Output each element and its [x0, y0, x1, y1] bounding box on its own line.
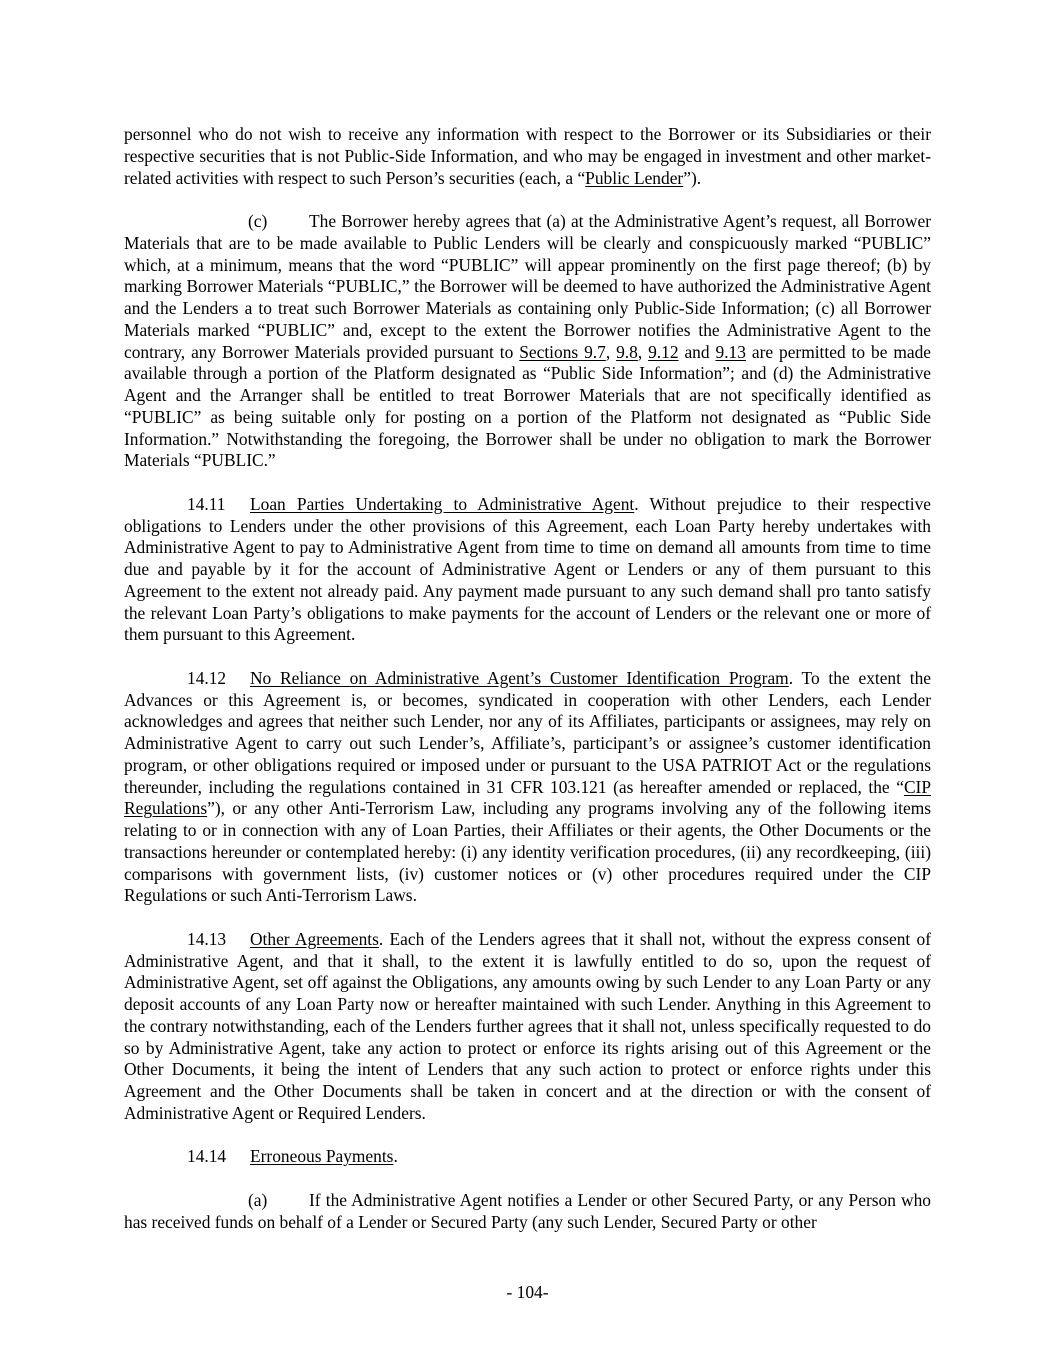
page-number: - 104-	[506, 1282, 549, 1302]
section-14-11: 14.11 Loan Parties Undertaking to Administrative Agent. Without prejudice to their respective obligations to Lenders under the other provisions of this Agreement, each Loan Party hereby undertakes with Administrative Agent to pay to Administrative Agent from time to time on demand all amounts from time to time due and payable by it for the account of Administrative Agent or Lenders or any of them pursuant to this Agreement to the extent not already paid. Any payment made pursuant to any such demand shall pro tanto satisfy the relevant Loan Party’s obligations to make payments for the account of Lenders or the relevant one or more of them pursuant to this Agreement.	[124, 493, 931, 645]
section-14-14-number: 14.14	[187, 1146, 227, 1167]
clause-c: (c) The Borrower hereby agrees that (a) at the Administrative Agent’s request, all Borrower Materials that are to be made available to Public Lenders will be clearly and conspicuously marked “PUBLIC” which, at a minimum, means that the word “PUBLIC” will appear prominently on the first page thereof; (b) by marking Borrower Materials “PUBLIC,” the Borrower will be deemed to have authorized the Administrative Agent and the Lenders a to treat such Borrower Materials as containing only Public-Side Information; (c) all Borrower Materials marked “PUBLIC” and, except to the extent the Borrower notifies the Administrative Agent to the contrary, any Borrower Materials provided pursuant to Sections 9.7, 9.8, 9.12 and 9.13 are permitted to be made available through a portion of the Platform designated as “Public Side Information”; and (d) the Administrative Agent and the Arranger shall be entitled to treat Borrower Materials that are not specifically identified as “PUBLIC” as being suitable only for posting on a portion of the Platform not designated as “Public Side Information.” Notwithstanding the foregoing, the Borrower shall be under no obligation to mark the Borrower Materials “PUBLIC.”	[124, 211, 931, 471]
section-14-12-number: 14.12	[187, 667, 227, 688]
section-14-12-heading: No Reliance on Administrative Agent’s Customer Identification Program	[250, 667, 789, 688]
clause-a-number: (a)	[248, 1189, 268, 1210]
section-14-13-heading: Other Agreements	[250, 928, 379, 949]
section-14-13-number: 14.13	[187, 928, 227, 949]
document-page	[124, 124, 931, 1255]
clause-c-number: (c)	[248, 211, 268, 231]
section-14-14: 14.14 Erroneous Payments.	[187, 1146, 398, 1167]
section-14-14-heading: Erroneous Payments	[250, 1146, 394, 1167]
section-14-12: 14.12 No Reliance on Administrative Agent’s Customer Identification Program. To the extent the Advances or this Agreement is, or becomes, syndicated in cooperation with other Lenders, each Lender acknowledges and agrees that neither such Lender, nor any of its Affiliates, participants or assignees, may rely on Administrative Agent to carry out such Lender’s, Affiliate’s, participant’s or assignee’s customer identification program, or other obligations required or imposed under or pursuant to the USA PATRIOT Act or the regulations thereunder, including the regulations contained in 31 CFR 103.121 (as hereafter amended or replaced, the “CIP Regulations”), or any other Anti-Terrorism Law, including any programs involving any of the following items relating to or in connection with any of Loan Parties, their Affiliates or their agents, the Other Documents or the transactions hereunder or contemplated hereby: (i) any identity verification procedures, (ii) any recordkeeping, (iii) comparisons with government lists, (iv) customer notices or (v) other procedures required under the CIP Regulations or such Anti-Terrorism Laws.	[124, 667, 931, 906]
xref-9-12: 9.12	[648, 341, 679, 362]
defined-term-public-lender: Public Lender	[585, 167, 684, 188]
section-14-11-number: 14.11	[187, 493, 226, 514]
xref-sections-9-7: Sections 9.7	[519, 341, 606, 362]
defined-term-cip-regulations: CIP Regulations	[124, 776, 931, 819]
paragraph-public-lender: personnel who do not wish to receive any information with respect to the Borrower or its Subsidiaries or their respective securities that is not Public-Side Information, and who may be engaged in investment and other market-related activities with respect to such Person’s securities (each, a “Public Lender”).	[124, 124, 931, 188]
section-14-13: 14.13 Other Agreements. Each of the Lenders agrees that it shall not, without the express consent of Administrative Agent, and that it shall, to the extent it is lawfully entitled to do so, upon the request of Administrative Agent, set off against the Obligations, any amounts owing by such Lender to any Loan Party or any deposit accounts of any Loan Party now or hereafter maintained with such Lender. Anything in this Agreement to the contrary notwithstanding, each of the Lenders further agrees that it shall not, unless specifically requested to do so by Administrative Agent, take any action to protect or enforce its rights arising out of this Agreement or the Other Documents, it being the intent of Lenders that any such action to protect or enforce rights under this Agreement and the Other Documents shall be taken in concert and at the direction or with the consent of Administrative Agent or Required Lenders.	[124, 928, 931, 1123]
xref-9-8: 9.8	[616, 341, 638, 362]
xref-9-13: 9.13	[715, 341, 746, 362]
clause-a: (a) If the Administrative Agent notifies a Lender or other Secured Party, or any Person who has received funds on behalf of a Lender or Secured Party (any such Lender, Secured Party or other	[124, 1189, 931, 1232]
section-14-11-heading: Loan Parties Undertaking to Administrative Agent	[250, 493, 635, 514]
